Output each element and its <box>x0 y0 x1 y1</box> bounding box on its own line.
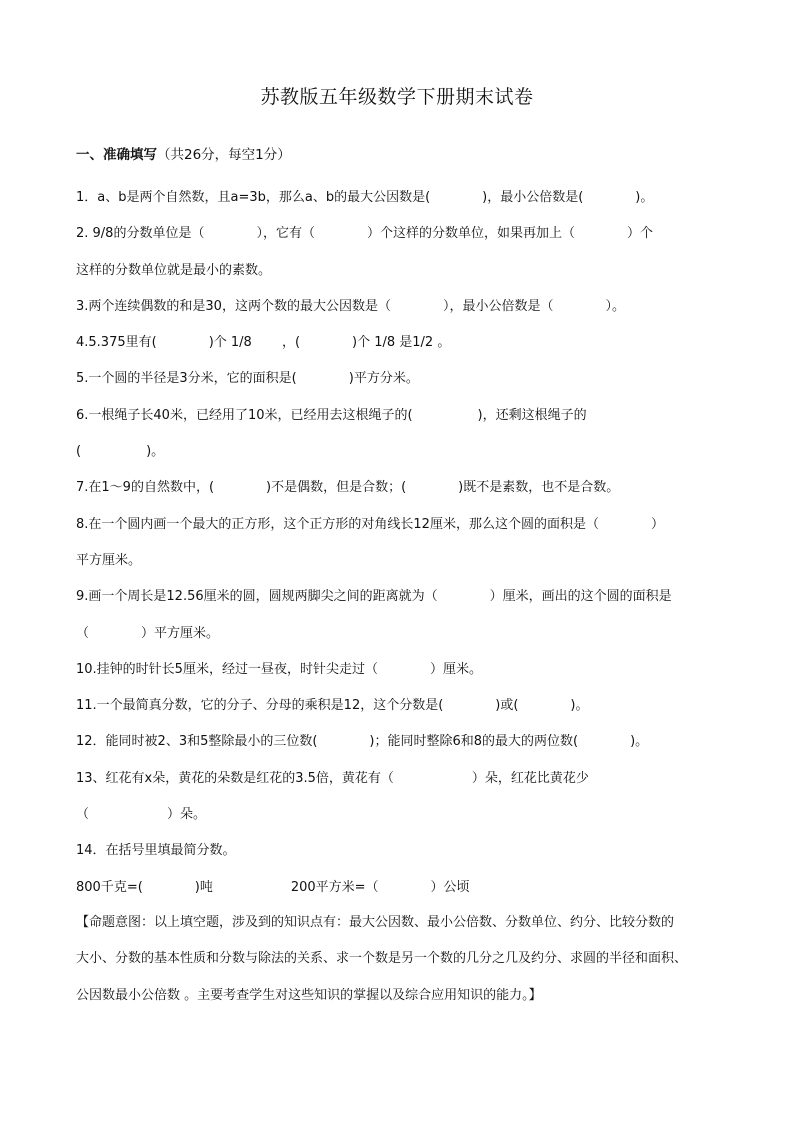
question-line-4: 4.5.375里有( )个 1/8 ，( )个 1/8 是1/2 。 <box>76 335 451 351</box>
question-line-11: 11.一个最简真分数，它的分子、分母的乘积是12，这个分数是( )或( )。 <box>76 698 589 714</box>
section-heading-label: 一、准确填写 <box>76 147 157 163</box>
question-line-5: 5.一个圆的半径是3分米，它的面积是( )平方分米。 <box>76 371 419 387</box>
page-title: 苏教版五年级数学下册期末试卷 <box>260 86 534 108</box>
section-heading <box>76 145 291 165</box>
question-line-12: 12．能同时被2、3和5整除最小的三位数( )；能同时整除6和8的最大的两位数( )。 <box>76 734 649 750</box>
question-line-10: 10.挂钟的时针长5厘米，经过一昼夜，时针尖走过（ ）厘米。 <box>76 661 482 677</box>
question-line-3: 3.两个连续偶数的和是30，这两个数的最大公因数是（ ），最小公倍数是（ ）。 <box>76 298 625 314</box>
question-line-2: 2. 9/8的分数单位是（ ），它有（ ）个这样的分数单位，如果再加上（ ）个 <box>76 226 653 242</box>
intent-note <box>76 905 728 1014</box>
question-line-6: 6.一根绳子长40米，已经用了10米，已经用去这根绳子的( )，还剩这根绳子的 <box>76 407 587 423</box>
question-line-9-cont: （ ）平方厘米。 <box>76 625 220 641</box>
intent-line-1: 【命题意图：以上填空题，涉及到的知识点有：最大公因数、最小公倍数、分数单位、约分、比较分数的 <box>76 915 675 930</box>
question-line-8: 8.在一个圆内画一个最大的正方形，这个正方形的对角线长12厘米，那么这个圆的面积是（ ） <box>76 516 664 532</box>
intent-line-2: 大小、分数的基本性质和分数与除法的关系、求一个数是另一个数的几分之几及约分、求圆的半径和面积、 <box>76 951 688 967</box>
question-line-6-cont: ( )。 <box>76 444 165 460</box>
question-list <box>76 180 724 906</box>
question-line-13: 13、红花有x朵，黄花的朵数是红花的3.5倍，黄花有（ ）朵，红花比黄花少 <box>76 770 589 786</box>
question-line-14-items: 800千克=( )吨 200平方米=（ ）公顷 <box>76 879 470 895</box>
question-line-9: 9.画一个周长是12.56厘米的圆，圆规两脚尖之间的距离就为（ ）厘米，画出的这个圆的面积是 <box>76 589 672 605</box>
section-heading-note: （共26分，每空1分） <box>157 147 291 163</box>
question-line-13-cont: （ ）朵。 <box>76 807 207 823</box>
question-line-8-cont: 平方厘米。 <box>76 552 142 568</box>
question-line-7: 7.在1～9的自然数中，( )不是偶数，但是合数；( )既不是素数，也不是合数。 <box>76 480 620 496</box>
question-line-1: 1．a、b是两个自然数，且a=3b，那么a、b的最大公因数是( )，最小公倍数是( )。 <box>76 190 654 205</box>
question-line-2-cont: 这样的分数单位就是最小的素数。 <box>76 262 272 278</box>
question-line-14: 14．在括号里填最简分数。 <box>76 843 236 859</box>
intent-line-3: 公因数最小公倍数 。主要考查学生对这些知识的掌握以及综合应用知识的能力。】 <box>76 987 542 1003</box>
